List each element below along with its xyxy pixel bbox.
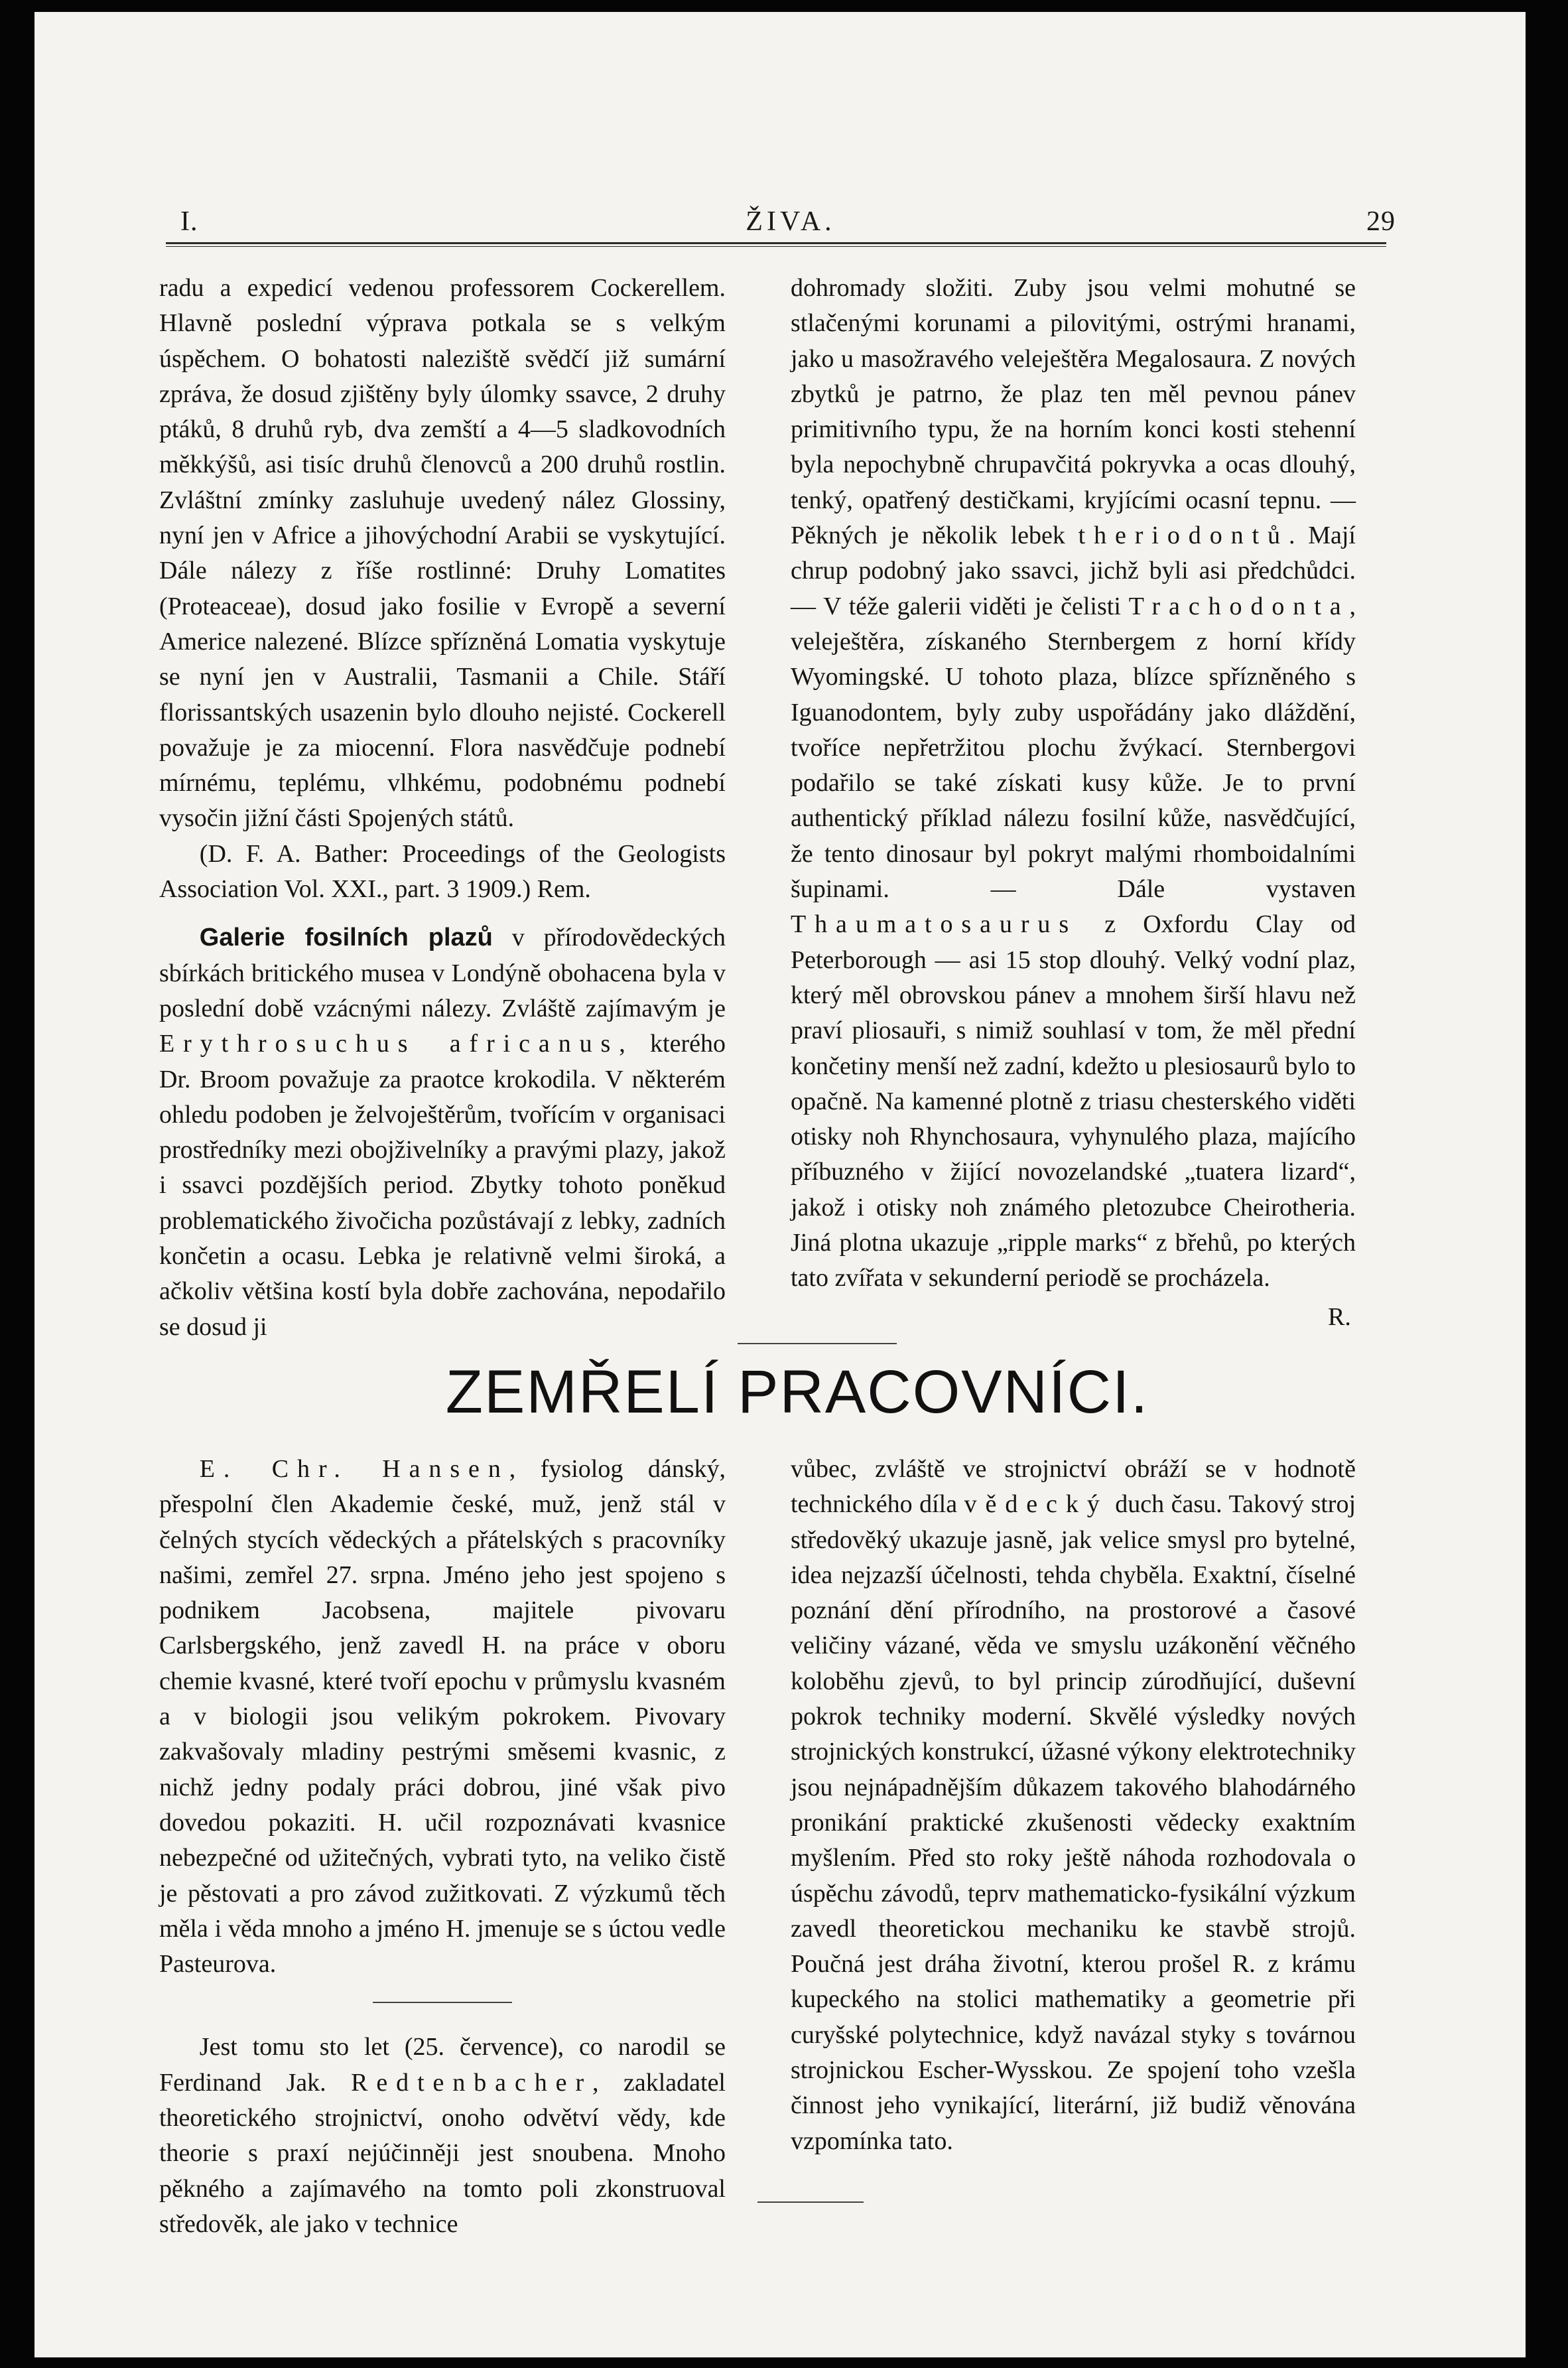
journal-title: ŽIVA. [746, 206, 836, 237]
florissant-paragraph: radu a expedicí vedenou professorem Cockerellem. Hlavně poslední výprava potkala se s velkým úspěchem. O bohatosti naleziště svědčí již sumární zpráva, že dosud zjištěny byly úlomky ssavce, 2 druhy ptáků, 8 druhů ryb, dva zemští a 4—5 sladkovodních měkkýšů, asi tisíc druhů členovců a 200 druhů rostlin. Zvláštní zmínky zasluhuje uvedený nález Glossiny, nyní jen v Africe a jihovýchodní Arabii se vyskytující. Dále nálezy z říše rostlinné: Druhy Lomatites (Proteaceae), dosud jako fosilie v Evropě a severní Americe nalezené. Blízce spřízněná Lomatia vyskytuje se nyní jen v Australii, Tasmanii a Chile. Stáří florissantských usazenin bylo dlouho nejisté. Cockerell považuje je za miocenní. Flora nasvědčuje podnebí mírnému, teplému, vlhkému, podobnému podnebí vysočin jižní části Spojených států. [159, 274, 726, 833]
end-separator [757, 2201, 864, 2203]
galerie-heading: Galerie fosilních plazů [199, 924, 493, 952]
article2-right-column [791, 1452, 1356, 2159]
erythrosuchus-term: Erythrosuchus africanus [159, 1030, 620, 1058]
redtenbacher-continuation: vůbec, zvláště ve strojnictví obráží se v hodnotě technického díla vědecký duch času. Takový stroj středověký ukazuje jasně, jak velice smysl pro bytelné, idea nejzazší účelnosti, tehda chyběla. Exaktní, číselné poznání dění přírodního, na prostorové a časové veličiny vázané, věda ve smyslu uzákonění věčného koloběhu zjevů, to byl princip zúrodňující, duševní pokrok techniky moderní. Skvělé výsledky nových strojnických konstrukcí, úžasné výkony elektrotechniky jsou nejnápadnějším důkazem takového blahodárného pronikání praktické zkušenosti vědecky exaktním myšlením. Před sto roky ještě náhoda rozhodovala o úspěchu závodů, teprv mathematicko-fysikální výzkum zavedl theoretickou mechaniku ke stavbě strojů. Poučná jest dráha životní, kterou prošel R. z krámu kupeckého na stolici mathematiky a geometrie při curyšské polytechnice, když navázal styky s továrnou strojnickou Escher-Wysskou. Ze spojení toho vzešla činnost jeho vynikající, literární, již budiž věnována vzpomínka tato. [791, 1455, 1356, 2155]
hansen-paragraph: E. Chr. Hansen, fysiolog dánský, přespolní člen Akademie české, muž, jenž stál v čelných stycích vědeckých a přátelských s pracovníky našimi, zemřel 27. srpna. Jméno jeho jest spojeno s podnikem Jacobsena, majitele pivovaru Carlsbergského, jenž zavedl H. na práce v oboru chemie kvasné, které tvoří epochu v průmyslu kvasném a v biologii jsou velikým pokrokem. Pivovary zakvašovaly mladiny pestrými směsemi kvasnic, z nichž jedny podaly práci dobrou, jiné však pivo dovedou pokaziti. H. učil rozpoznávati kvasnice nebezpečné od užitečných, vybrati tyto, na veliko čistě je pěstovati a pro závod zužitkovati. Z výzkumů těch měla i věda mnoho a jméno H. jmenuje se s úctou vedle Pasteurova. [159, 1455, 726, 1979]
article-separator [738, 1343, 897, 1344]
thaumatosaurus-term: Thaumatosaurus [791, 910, 1078, 939]
article1-signature: R. [1328, 1303, 1351, 1331]
article2-left-column [159, 1452, 726, 2242]
trachodonta-term: Trachodonta [1128, 592, 1350, 620]
article1-right-column [791, 271, 1356, 1296]
redtenbacher-paragraph: Jest tomu sto let (25. července), co narodil se Ferdinand Jak. Redtenbacher, zakladatel theoretického strojnictví, onoho odvětví vědy, kde theorie s praxí nejúčinněji jest snoubena. Mnoho pěkného a zajímavého na tomto poli zkonstruoval středověk, ale jako v technice [159, 2033, 726, 2238]
page [34, 12, 1526, 2357]
redtenbacher-name: Redtenbacher [351, 2068, 593, 2097]
hansen-name: E. Chr. Hansen [199, 1455, 509, 1483]
section-title: ZEMŘELÍ PRACOVNÍCI. [445, 1358, 1149, 1426]
galerie-paragraph: Galerie fosilních plazů v přírodovědeckých sbírkách britického musea v Londýně obohacena byla v poslední době vzácnými nálezy. Zvláště zajímavým je Erythrosuchus africanus, kterého Dr. Broom považuje za praotce krokodila. V některém ohledu podoben je želvoještěrům, tvořícím v organisaci prostředníky mezi obojživelníky a pravými plazy, jakož i ssavci pozdějších period. Zbytky tohoto poněkud problematického živočicha pozůstávají z lebky, zadních končetin a ocasu. Lebka je relativně velmi široká, a ačkoliv většina kostí byla dobře zachována, nepodařilo se dosud ji [159, 924, 726, 1341]
header-rule-thin [166, 246, 1386, 247]
header-rule [166, 242, 1386, 244]
article1-left-column [159, 271, 726, 1345]
citation: (D. F. A. Bather: Proceedings of the Geologists Association Vol. XXI., part. 3 1909.) Rem. [159, 839, 726, 904]
vedecky-term: vědecký [964, 1490, 1108, 1519]
obituary-separator [373, 2002, 512, 2003]
theriodontu-term: theriodontů [1078, 522, 1289, 550]
page-number: 29 [1366, 206, 1396, 237]
volume-number: I. [180, 206, 198, 237]
galerie-continuation: dohromady složiti. Zuby jsou velmi mohutné se stlačenými korunami a pilovitými, ostrými hranami, jako u masožravého veleještěra Megalosaura. Z nových zbytků je patrno, že plaz ten měl pevnou pánev primitivního typu, že na horním konci kosti stehenní byla nepochybně chrupavčitá pokryvka a ocas dlouhý, tenký, opatřený destičkami, kryjícími ocasní tepnu. — Pěkných je několik lebek theriodontů. Mají chrup podobný jako ssavci, jichž byli asi předchůdci. — V téže galerii viděti je čelisti Trachodonta, veleještěra, získaného Sternbergem z horní křídy Wyomingské. U tohoto plaza, blízce spřízněného s Iguanodontem, byly zuby uspořádány jako dláždění, tvoříce nepřetržitou plochu žvýkací. Sternbergovi podařilo se také získati kusy kůže. Je to první authentický příklad nálezu fosilní kůže, nasvědčující, že tento dinosaur byl pokryt malými rhomboidalními šupinami. — Dále vystaven Thaumatosaurus z Oxfordu Clay od Peterborough — asi 15 stop dlouhý. Velký vodní plaz, který měl obrovskou pánev a mnohem širší hlavu než praví pliosauři, s nimiž souhlasí v tom, že měl přední končetiny menší než zadní, kdežto u plesiosaurů bylo to opačně. Na kamenné plotně z triasu chesterského viděti otisky noh Rhynchosaura, vyhynulého plaza, majícího příbuzného v žijící novozelandské „tuatera lizard“, jakož i otisky noh známého pletozubce Cheirotheria. Jiná plotna ukazuje „ripple marks“ z břehů, po kterých tato zvířata v sekunderní periodě se procházela. [791, 274, 1356, 1292]
